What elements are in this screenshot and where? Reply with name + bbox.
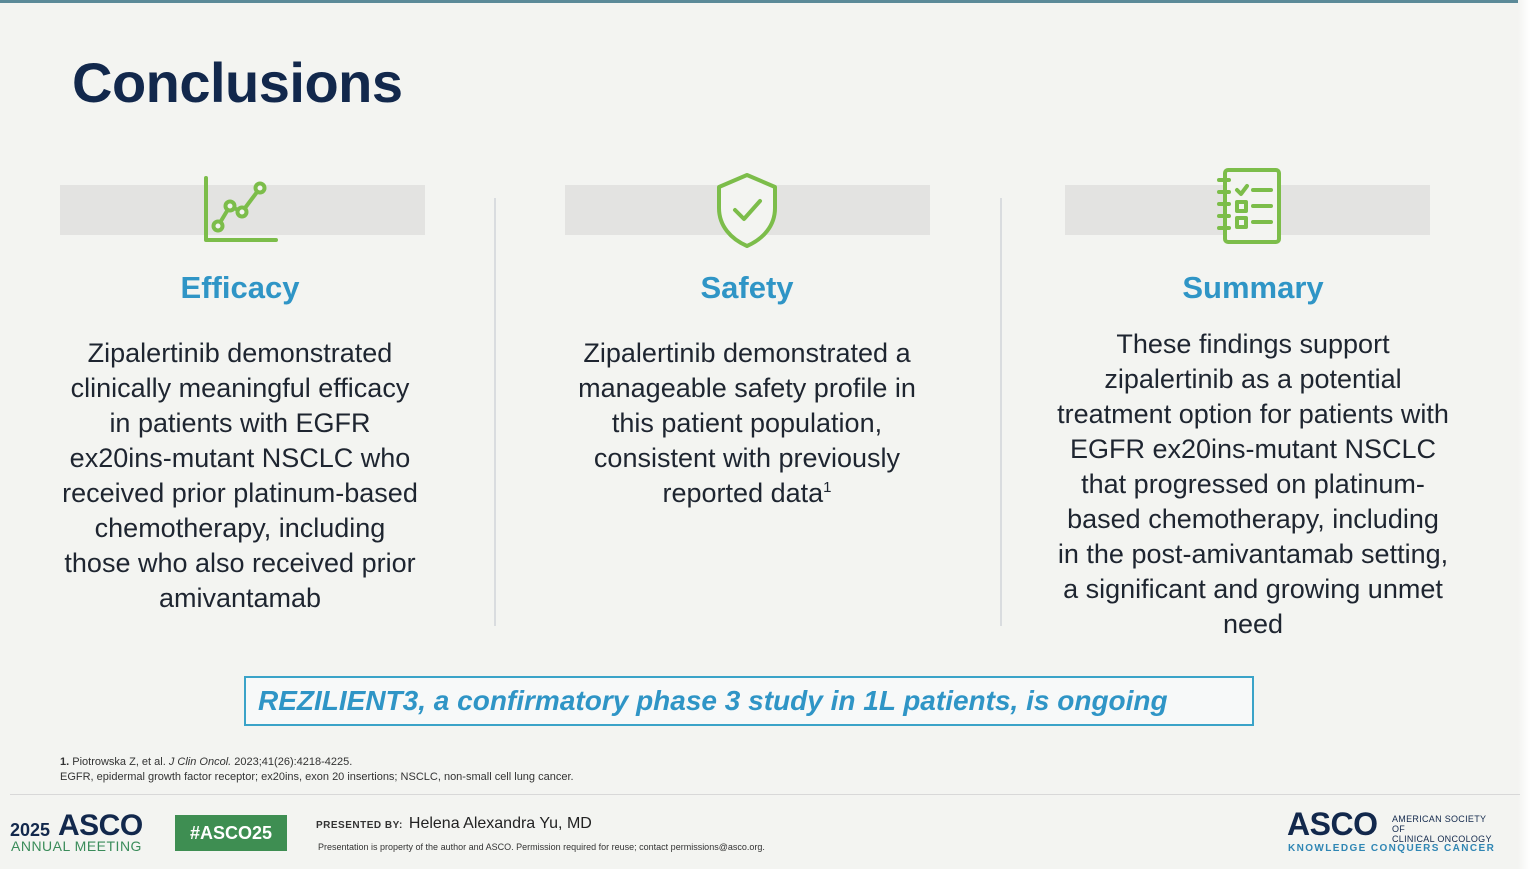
- efficacy-heading: Efficacy: [180, 270, 300, 305]
- slide-right-edge: [1518, 0, 1530, 869]
- text-line: zipalertinib as a potential: [1104, 364, 1402, 394]
- asco-logo: ASCO: [1287, 806, 1378, 842]
- safety-text: [527, 336, 967, 511]
- presenter-line: [316, 815, 592, 833]
- presenter-name: Helena Alexandra Yu, MD: [408, 815, 592, 832]
- text-line: clinically meaningful efficacy: [70, 373, 410, 403]
- text-line: treatment option for patients with: [1057, 399, 1449, 429]
- abbreviations: EGFR, epidermal growth factor receptor; ex20ins, exon 20 insertions; NSCLC, non-small cell lung cancer.: [60, 771, 574, 783]
- text-line: reported data$^1$: [662, 478, 832, 508]
- reference-authors: Piotrowska Z, et al.: [72, 756, 166, 768]
- text-line: chemotherapy, including: [94, 513, 386, 543]
- efficacy-text: [20, 336, 460, 616]
- callout-box: [244, 676, 1254, 726]
- text-line: Zipalertinib demonstrated a: [583, 338, 911, 368]
- text-line: a significant and growing unmet: [1063, 574, 1443, 604]
- column-divider: [1000, 198, 1002, 626]
- presented-by-label: PRESENTED BY:: [316, 820, 403, 831]
- safety-heading: Safety: [700, 270, 794, 305]
- society-name: AMERICAN SOCIETY OF CLINICAL ONCOLOGY: [1392, 814, 1492, 844]
- summary-text: [1030, 327, 1476, 642]
- callout-text: REZILIENT3, a confirmatory phase 3 study in 1L patients, is ongoing: [258, 685, 1168, 716]
- text-line: this patient population,: [611, 408, 883, 438]
- footnote-marker: 1: [823, 479, 832, 496]
- summary-heading: Summary: [1182, 270, 1324, 305]
- text-line: These findings support: [1116, 329, 1390, 359]
- text-line: based chemotherapy, including: [1067, 504, 1439, 534]
- text-line: ex20ins-mutant NSCLC who: [69, 443, 411, 473]
- column-divider: [494, 198, 496, 626]
- checklist-icon: [1213, 164, 1293, 248]
- reference-detail: 2023;41(26):4218-4225.: [234, 756, 353, 768]
- reference-number: 1.: [60, 756, 70, 768]
- text-line: Zipalertinib demonstrated: [87, 338, 393, 368]
- hashtag-badge: #ASCO25: [175, 815, 287, 851]
- slide-top-border: [0, 0, 1530, 3]
- reference-line: [60, 755, 574, 770]
- annual-meeting-label: ANNUAL MEETING: [11, 838, 142, 854]
- footer-divider: [10, 794, 1520, 795]
- text-line: in the post-amivantamab setting,: [1057, 539, 1449, 569]
- shield-check-icon: [707, 170, 787, 250]
- page-title: Conclusions: [72, 51, 403, 114]
- text-line: that progressed on platinum-: [1081, 469, 1425, 499]
- asco-meeting-logo: ASCO: [58, 809, 143, 842]
- text-line: in patients with EGFR: [109, 408, 371, 438]
- reference-journal: J Clin Oncol.: [168, 756, 232, 768]
- text-line: EGFR ex20ins-mutant NSCLC: [1069, 434, 1437, 464]
- text-line: those who also received prior: [64, 548, 416, 578]
- property-notice: Presentation is property of the author and ASCO. Permission required for reuse; contact permissions@asco.org.: [318, 842, 765, 852]
- asco-tagline: KNOWLEDGE CONQUERS CANCER: [1288, 843, 1496, 854]
- footnotes: [60, 755, 574, 785]
- text-line: need: [1222, 609, 1284, 639]
- text-line: received prior platinum-based: [62, 478, 418, 508]
- text-line: amivantamab: [158, 583, 322, 613]
- meeting-year: 2025: [10, 820, 51, 840]
- text-line: consistent with previously: [593, 443, 901, 473]
- line-chart-icon: [200, 170, 280, 250]
- text-line: manageable safety profile in: [578, 373, 916, 403]
